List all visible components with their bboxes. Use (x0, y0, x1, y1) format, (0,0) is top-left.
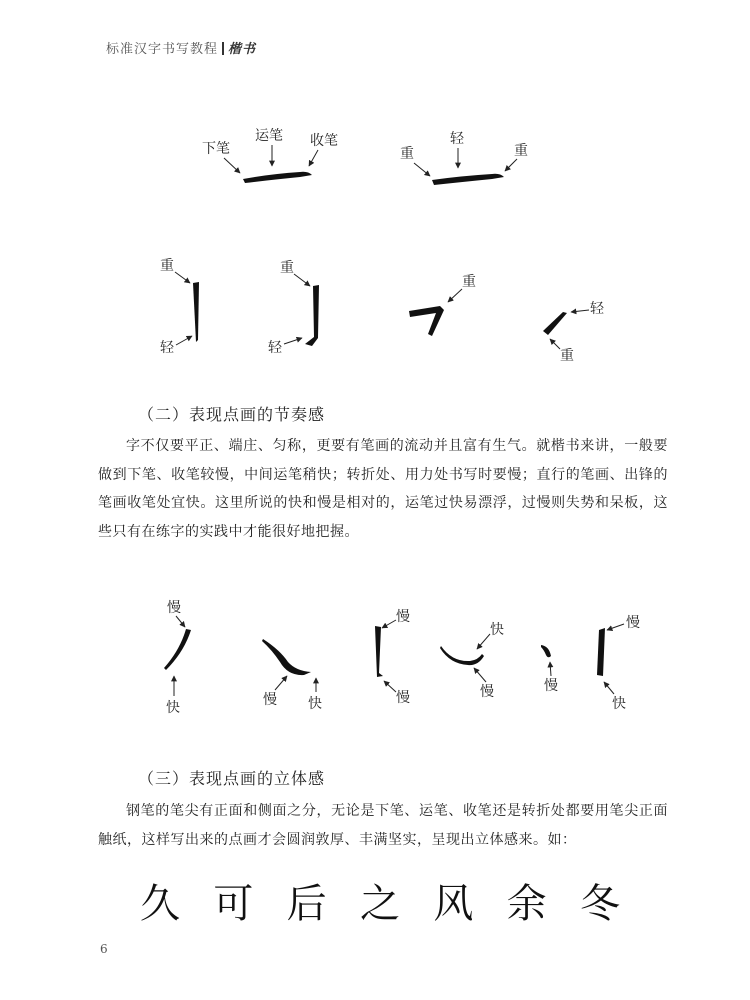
diagonal-stroke (543, 312, 567, 335)
rhythm-stroke-3 (375, 626, 383, 677)
horizontal-stroke-1 (243, 172, 312, 183)
label-kuai-r2: 快 (308, 696, 322, 712)
vertical-stroke-2 (305, 285, 319, 346)
sample-character: 可 (213, 881, 254, 927)
label-kuai-r4: 快 (490, 622, 504, 638)
label-zhong-diag: 重 (560, 348, 574, 364)
sample-character: 冬 (579, 881, 620, 927)
rhythm-stroke-1 (164, 629, 191, 670)
label-yunbi: 运笔 (255, 128, 283, 144)
label-qing-a: 轻 (450, 131, 464, 147)
label-zhong-a: 重 (400, 146, 414, 162)
sample-character: 久 (140, 881, 180, 927)
label-xiabi: 下笔 (202, 141, 230, 157)
label-man-r6: 慢 (626, 615, 640, 631)
label-kuai-r1: 快 (166, 700, 180, 716)
label-shoubi: 收笔 (310, 133, 338, 149)
bent-stroke (409, 306, 444, 336)
horizontal-stroke-2 (432, 174, 504, 185)
rhythm-stroke-2 (262, 639, 311, 675)
vertical-stroke-1 (193, 282, 199, 342)
series-title: 楷书 (228, 42, 257, 57)
sample-character: 后 (286, 881, 327, 927)
header-divider (222, 42, 224, 55)
label-man-r4: 慢 (480, 684, 494, 700)
label-zhong-bent: 重 (462, 274, 476, 290)
rhythm-figure (0, 593, 750, 723)
pressure-figure (0, 120, 750, 380)
label-kuai-r6: 快 (612, 696, 626, 712)
rhythm-stroke-5 (541, 645, 551, 657)
sample-character: 之 (359, 881, 400, 927)
running-header (106, 38, 256, 57)
section-2-paragraph: 字不仅要平正、端庄、匀称，更要有笔画的流动并且富有生气。就楷书来讲，一般要做到下笔、收笔较慢，中间运笔稍快；转折处、用力处书写时要慢；直行的笔画、出锋的笔画收笔处宜快。这里所说的快和慢是相对的，运笔过快易漂浮，过慢则失势和呆板，这些只有在练字的实践中才能很好地把握。 (98, 438, 668, 540)
label-qing-v1: 轻 (160, 340, 174, 356)
label-qing-v2: 轻 (268, 340, 282, 356)
label-man-r1: 慢 (167, 600, 181, 616)
section-3-paragraph: 钢笔的笔尖有正面和侧面之分，无论是下笔、运笔、收笔还是转折处都要用笔尖正面触纸，这样写出来的点画才会圆润敦厚、丰满坚实，呈现出立体感来。如： (98, 803, 668, 848)
book-title: 标准汉字书写教程 (106, 42, 219, 57)
label-zhong-b: 重 (514, 143, 528, 159)
label-man-r5: 慢 (544, 678, 558, 694)
label-man-r3-bottom: 慢 (396, 690, 410, 706)
label-zhong-v1: 重 (160, 258, 174, 274)
section-3-heading: （三）表现点画的立体感 (138, 769, 326, 788)
sample-character: 风 (433, 881, 474, 927)
section-2-heading: （二）表现点画的节奏感 (138, 405, 326, 424)
label-zhong-v2: 重 (280, 260, 294, 276)
page-number: 6 (100, 942, 108, 956)
label-man-r2: 慢 (263, 692, 277, 708)
sample-characters (140, 872, 620, 929)
label-man-r3-top: 慢 (396, 609, 410, 625)
label-qing-diag: 轻 (590, 301, 604, 317)
rhythm-stroke-6 (597, 628, 605, 676)
sample-character: 余 (506, 881, 547, 927)
